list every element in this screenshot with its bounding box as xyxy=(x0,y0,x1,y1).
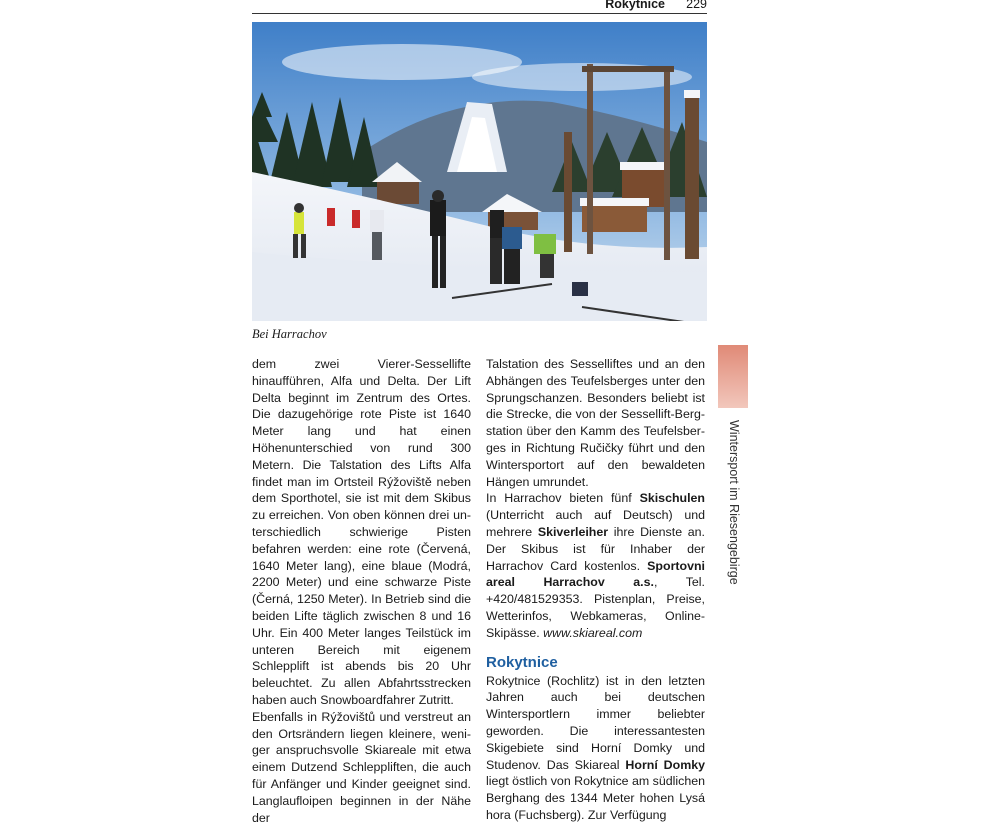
bold-term-sportovni-areal: Sportovni areal Harrachov a.s. xyxy=(486,558,705,590)
text-run: , Tel. +420/481529353. Pistenplan, Preise, Wetterinfos, Webkameras, Online-Skipässe. xyxy=(486,575,705,640)
right-paragraph-2 xyxy=(486,490,705,641)
right-text-column xyxy=(486,356,705,824)
running-head xyxy=(252,0,707,14)
chapter-side-label xyxy=(719,420,749,600)
website-link[interactable]: www.skiareal.com xyxy=(543,625,643,640)
bold-term-skiverleiher: Skiverleiher xyxy=(537,524,609,539)
left-paragraph-2: Ebenfalls in Rýžovištů und verstreut an den Ortsrändern liegen kleinere, weniger anspruchsvolle Skiareale mit etwa einem Dutzend Schleppliften, die auch für Anfänger und Kinder geeignet sind. Langlaufloipen beginnen in der Nähe der xyxy=(252,709,471,825)
harrachov-ski-photo xyxy=(252,22,707,321)
right-paragraph-1: Talstation des Sesselliftes und an den Abhängen des Teufelsberges unter den Sprungschanzen. Besonders beliebt ist die Strecke, die von der Sessellift-Bergstation über den Kamm des Teufelsberges in Richtung Ručičky führt und den Wintersportort auf den bewaldeten Hängen umrundet. xyxy=(486,357,705,489)
left-text-column xyxy=(252,356,471,826)
page-number: 229 xyxy=(686,0,707,11)
chapter-side-label-text: Wintersport im Riesengebirge xyxy=(727,420,741,585)
bold-term-skischulen: Skischulen xyxy=(639,491,705,506)
left-paragraph-1: dem zwei Vierer-Sessellifte hinaufführen, Alfa und Delta. Der Lift Delta beginnt im Zentrum des Ortes. Die dazugehörige rote Piste ist 1640 Meter lang und hat einen Höhenunterschied von rund 300 Metern. Die Talstation des Lifts Alfa findet man im Ortsteil Rýžoviště neben dem Sporthotel, sie ist mit dem Skibus zu erreichen. Von oben können drei unterschiedlich schwierige Pisten befahren werden: eine rote (Červená, 1640 Meter lang), eine blaue (Modrá, 2200 Meter) und eine schwarze Piste (Černá, 1250 Meter). In Betrieb sind die beiden Lifte täglich zwischen 8 und 16 Uhr. Ein 400 Meter langes Teilstück im unteren Bereich mit eigenem Schlepplift ist abends bis 20 Uhr beleuchtet. Zu allen Abfahrtsstrecken haben auch Snowboardfahrer Zutritt. xyxy=(252,357,471,707)
text-run: (Unterricht auch auf Deutsch) und mehrere xyxy=(486,508,705,539)
text-run: ihre Dienste an. Der Skibus ist für Inhaber der Harrachov Card kostenlos. xyxy=(486,524,705,573)
text-run: liegt östlich von Rokytnice am südlichen Berghang des 1344 Meter hohen Lysá hora (Fuchsberg). Zur Verfügung xyxy=(486,774,706,822)
chapter-tab-marker xyxy=(718,345,748,408)
running-head-section: Rokytnice xyxy=(605,0,665,11)
text-run: Rokytnice (Rochlitz) ist in den letzten Jahren auch bei deutschen Wintersportlern immer beliebter geworden. Die interessantesten Skigebiete sind Horní Domky und Studenov. Das Skiareal xyxy=(486,673,705,772)
section-heading-rokytnice: Rokytnice xyxy=(486,653,558,671)
right-paragraph-3 xyxy=(486,673,705,824)
photo-caption: Bei Harrachov xyxy=(252,327,327,341)
text-run: In Harrachov bieten fünf xyxy=(486,491,640,506)
bold-term-horni-domky: Horní Domky xyxy=(625,757,705,772)
